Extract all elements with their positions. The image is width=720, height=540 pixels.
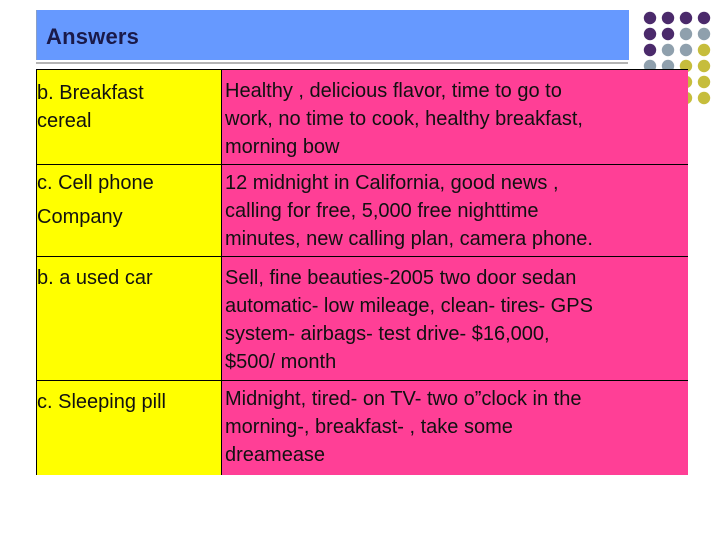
row-4-item bbox=[37, 381, 221, 475]
row-4-answer bbox=[222, 381, 688, 475]
row-2-answer-line-3: minutes, new calling plan, camera phone. bbox=[225, 228, 593, 250]
row-2-item-line-2: Company bbox=[37, 206, 123, 228]
row-1-answer-line-3: morning bow bbox=[225, 136, 340, 158]
row-1-item-line-1: b. Breakfast bbox=[37, 82, 144, 104]
row-3-answer-line-3: system- airbags- test drive- $16,000, bbox=[225, 323, 550, 345]
decorative-dot bbox=[662, 44, 674, 56]
row-3-item-line-1: b. a used car bbox=[37, 267, 153, 289]
row-1-item-line-2: cereal bbox=[37, 110, 92, 132]
row-1-item bbox=[37, 70, 221, 164]
row-2-answer-line-2: calling for free, 5,000 free nighttime bbox=[225, 200, 539, 222]
title-bar bbox=[36, 10, 629, 60]
row-3-item bbox=[37, 257, 221, 380]
decorative-dot bbox=[698, 76, 710, 88]
row-3-answer-line-1: Sell, fine beauties-2005 two door sedan bbox=[225, 267, 577, 289]
row-4-answer-line-3: dreamease bbox=[225, 444, 326, 466]
row-2-answer bbox=[222, 165, 688, 256]
decorative-dot bbox=[698, 44, 710, 56]
decorative-dot bbox=[662, 12, 674, 24]
decorative-dot bbox=[698, 28, 710, 40]
decorative-dot bbox=[680, 12, 692, 24]
row-4-item-line-1: c. Sleeping pill bbox=[37, 391, 166, 413]
row-4-answer-line-1: Midnight, tired- on TV- two o”clock in the bbox=[225, 388, 582, 410]
title-underline bbox=[36, 62, 628, 64]
decorative-dot bbox=[644, 44, 656, 56]
decorative-dot bbox=[680, 44, 692, 56]
row-4-answer-line-2: morning-, breakfast- , take some bbox=[225, 416, 513, 438]
row-3-answer-line-2: automatic- low mileage, clean- tires- GPS bbox=[225, 295, 593, 317]
row-1-answer bbox=[222, 70, 688, 164]
decorative-dot bbox=[698, 12, 710, 24]
decorative-dot bbox=[644, 12, 656, 24]
answers-table bbox=[36, 69, 688, 475]
page-title: Answers bbox=[46, 24, 140, 49]
row-1-answer-line-2: work, no time to cook, healthy breakfast, bbox=[225, 108, 583, 130]
decorative-dot bbox=[698, 92, 710, 104]
decorative-dot bbox=[662, 28, 674, 40]
decorative-dot bbox=[698, 60, 710, 72]
row-2-item-line-1: c. Cell phone bbox=[37, 172, 154, 194]
row-3-answer bbox=[222, 257, 688, 380]
decorative-dot bbox=[644, 28, 656, 40]
row-1-answer-line-1: Healthy , delicious flavor, time to go to bbox=[225, 80, 562, 102]
decorative-dot bbox=[680, 28, 692, 40]
row-3-answer-line-4: $500/ month bbox=[225, 351, 337, 373]
row-2-answer-line-1: 12 midnight in California, good news , bbox=[225, 172, 559, 194]
row-2-item bbox=[37, 165, 221, 256]
